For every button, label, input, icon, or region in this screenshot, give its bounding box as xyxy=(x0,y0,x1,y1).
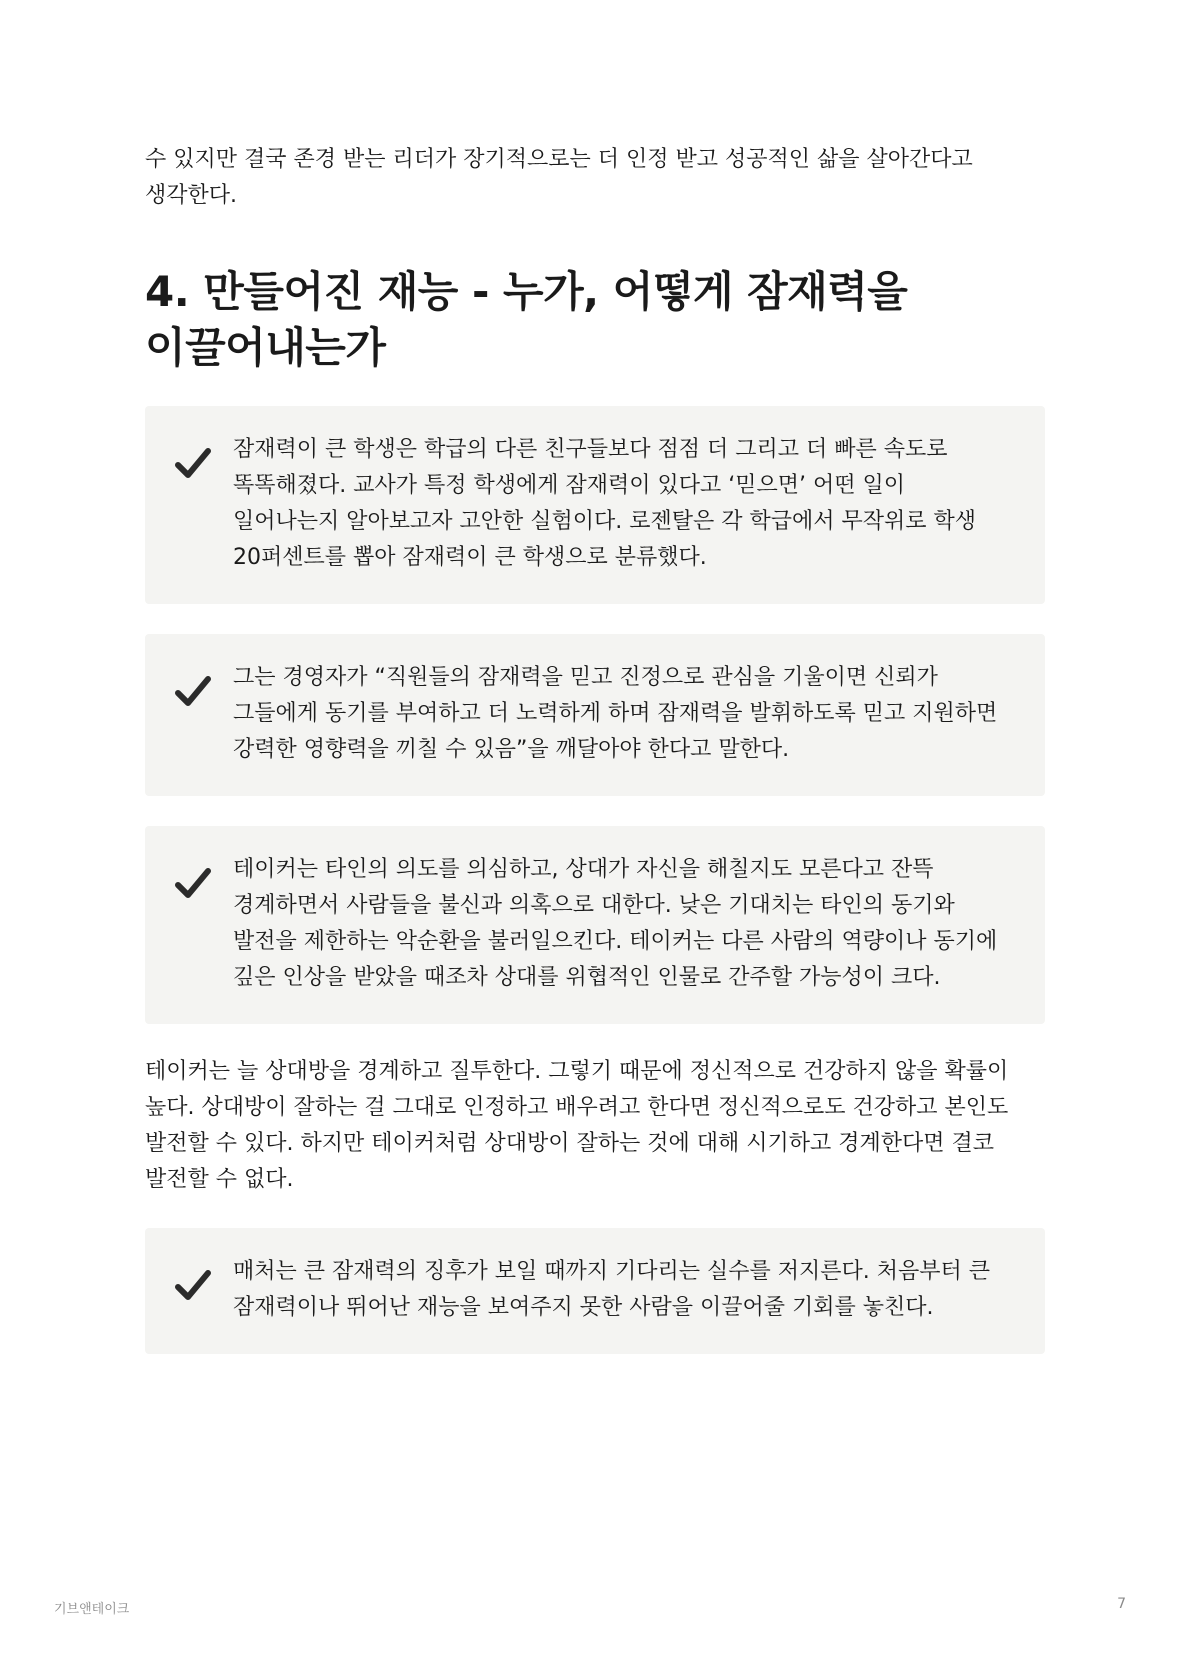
checkmark-icon xyxy=(173,1266,213,1306)
checkmark-icon xyxy=(173,672,213,712)
callout-box xyxy=(145,406,1045,604)
footer-brand: 기브앤테이크 xyxy=(54,1602,130,1617)
section-heading: 4. 만들어진 재능 - 누가, 어떻게 잠재력을 이끌어내는가 xyxy=(145,267,908,372)
callout-text: 그는 경영자가 “직원들의 잠재력을 믿고 진정으로 관심을 기울이면 신뢰가 그들에게 동기를 부여하고 더 노력하게 하며 잠재력을 발휘하도록 믿고 지원하면 강력한 영향력을 끼칠 수 있음”을 깨달아야 한다고 말한다. xyxy=(233,665,998,762)
page-number: 7 xyxy=(1117,1596,1126,1612)
checkmark-icon xyxy=(173,444,213,484)
callout-box xyxy=(145,826,1045,1024)
callout-box xyxy=(145,634,1045,796)
callout-text: 테이커는 타인의 의도를 의심하고, 상대가 자신을 해칠지도 모른다고 잔뜩 경계하면서 사람들을 불신과 의혹으로 대한다. 낮은 기대치는 타인의 동기와 발전을 제한하는 악순환을 불러일으킨다. 테이커는 다른 사람의 역량이나 동기에 깊은 인상을 받았을 때조차 상대를 위협적인 인물로 간주할 가능성이 크다. xyxy=(233,857,998,990)
callout-box xyxy=(145,1228,1045,1354)
checkmark-icon xyxy=(173,864,213,904)
intro-paragraph: 수 있지만 결국 존경 받는 리더가 장기적으로는 더 인정 받고 성공적인 삶을 살아간다고 생각한다. xyxy=(145,147,973,208)
body-paragraph: 테이커는 늘 상대방을 경계하고 질투한다. 그렇기 때문에 정신적으로 건강하지 않을 확률이 높다. 상대방이 잘하는 걸 그대로 인정하고 배우려고 한다면 정신적으로도 건강하고 본인도 발전할 수 있다. 하지만 테이커처럼 상대방이 잘하는 것에 대해 시기하고 경계한다면 결코 발전할 수 없다. xyxy=(145,1059,1009,1192)
callout-text: 매처는 큰 잠재력의 징후가 보일 때까지 기다리는 실수를 저지른다. 처음부터 큰 잠재력이나 뛰어난 재능을 보여주지 못한 사람을 이끌어줄 기회를 놓친다. xyxy=(233,1259,990,1320)
page-content xyxy=(145,142,1045,1384)
callout-text: 잠재력이 큰 학생은 학급의 다른 친구들보다 점점 더 그리고 더 빠른 속도로 똑똑해졌다. 교사가 특정 학생에게 잠재력이 있다고 ‘믿으면’ 어떤 일이 일어나는지 알아보고자 고안한 실험이다. 로젠탈은 각 학급에서 무작위로 학생 20퍼센트를 뽑아 잠재력이 큰 학생으로 분류했다. xyxy=(233,437,977,570)
